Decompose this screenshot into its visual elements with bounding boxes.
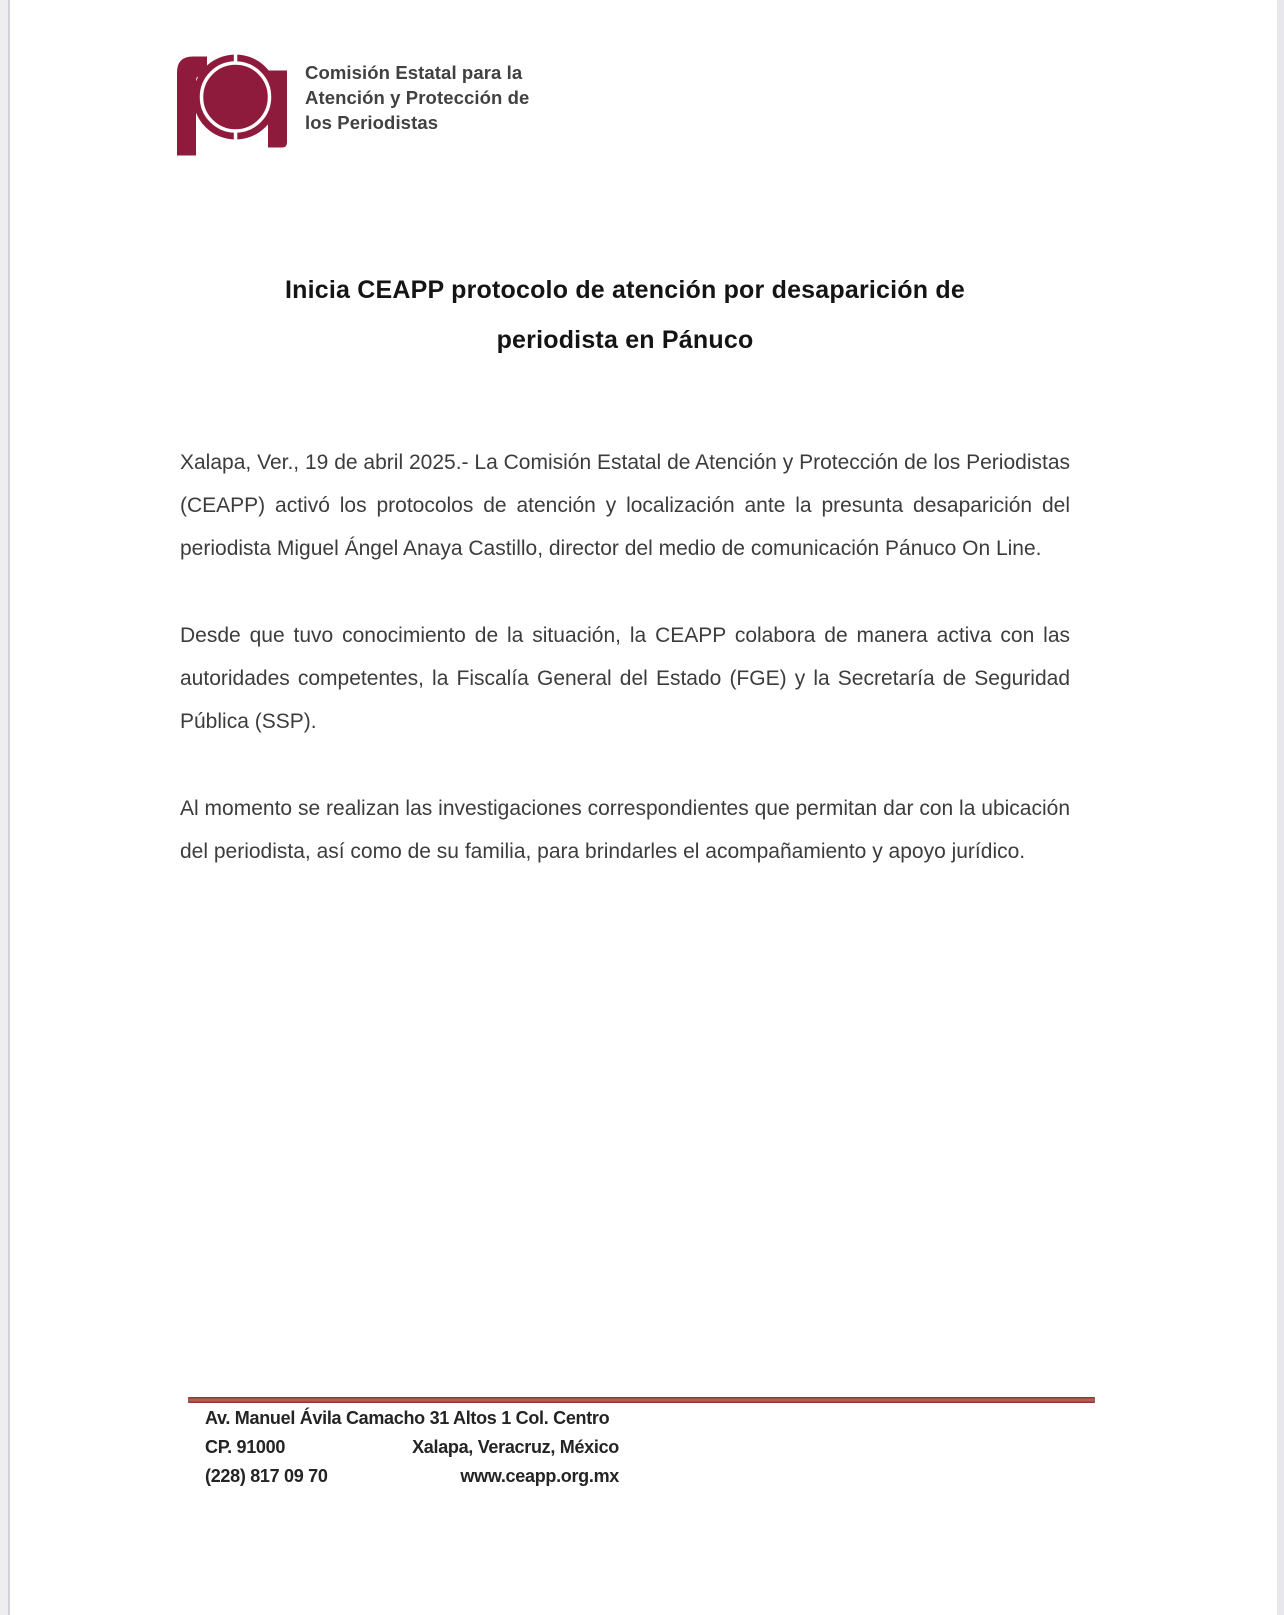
page-left-edge-shadow	[0, 0, 10, 1615]
body-paragraph-2: Desde que tuvo conocimiento de la situación, la CEAPP colabora de manera activa con las autoridades competentes, la Fiscalía General del Estado (FGE) y la Secretaría de Seguridad Pública (SSP).	[180, 624, 1070, 733]
logo-text-line-3: los Periodistas	[305, 112, 439, 133]
footer-website: www.ceapp.org.mx	[460, 1466, 619, 1486]
page-right-edge-shadow	[1277, 0, 1284, 1615]
logo-text-line-1: Comisión Estatal para la	[305, 62, 523, 83]
title-line-2: periodista en Pánuco	[496, 326, 754, 354]
footer-address: Av. Manuel Ávila Camacho 31 Altos 1 Col. Centro	[205, 1408, 610, 1428]
logo-text-line-2: Atención y Protección de	[305, 87, 530, 108]
title-line-1: Inicia CEAPP protocolo de atención por desaparición de	[285, 276, 965, 304]
footer-divider-rule	[188, 1397, 1095, 1403]
header-logo	[177, 52, 529, 156]
document-body	[180, 441, 1070, 917]
footer-phone: (228) 817 09 70	[205, 1466, 328, 1486]
footer-contact-block	[205, 1404, 619, 1491]
page-title	[180, 265, 1070, 365]
body-paragraph-1: Xalapa, Ver., 19 de abril 2025.- La Comisión Estatal de Atención y Protección de los Periodistas (CEAPP) activó los protocolos de atención y localización ante la presunta desaparición del periodista Miguel Ángel Anaya Castillo, director del medio de comunicación Pánuco On Line.	[180, 451, 1070, 560]
logo-text	[305, 60, 529, 135]
body-paragraph-3: Al momento se realizan las investigaciones correspondientes que permitan dar con la ubicación del periodista, así como de su familia, para brindarles el acompañamiento y apoyo jurídico.	[180, 797, 1070, 863]
footer-postal-code: CP. 91000	[205, 1437, 286, 1457]
footer-city: Xalapa, Veracruz, México	[412, 1437, 619, 1457]
ceapp-logo-icon	[177, 52, 287, 156]
